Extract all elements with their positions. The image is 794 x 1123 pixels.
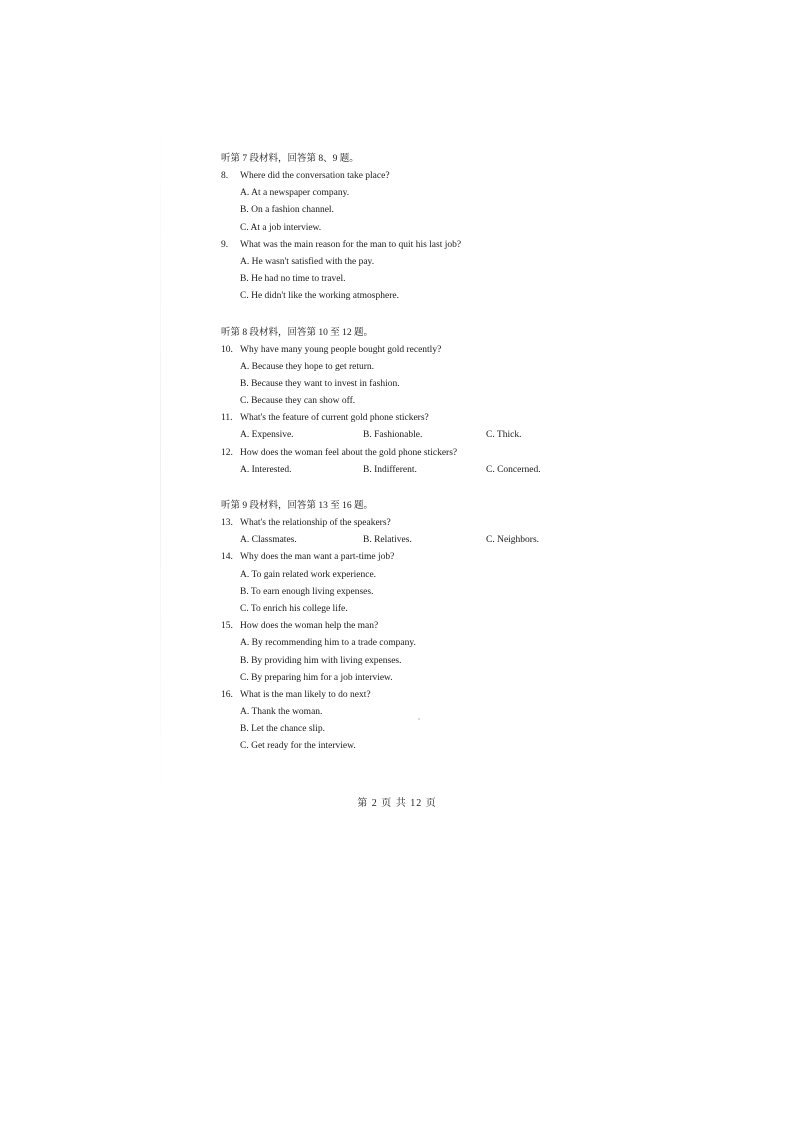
question-number: 9. [221, 239, 229, 250]
question-text: What's the feature of current gold phone stickers? [240, 413, 429, 424]
question-number: 13. [221, 518, 233, 528]
option-row [221, 532, 581, 549]
section-3 [221, 498, 581, 756]
question-text: What's the relationship of the speakers? [240, 518, 391, 528]
question-text: What was the main reason for the man to quit his last job? [240, 239, 462, 250]
question-number: 10. [221, 344, 233, 355]
section-spacer [221, 306, 581, 325]
question-text: Why have many young people bought gold recently? [240, 344, 442, 355]
answer-option: C. Thick. [486, 430, 522, 441]
section-header: 听第 8 段材料，回答第 10 至 12 题。 [221, 327, 374, 338]
answer-option: A. Interested. [240, 464, 292, 475]
answer-option: B. To earn enough living expenses. [240, 586, 374, 597]
answer-option: B. Indifferent. [363, 464, 417, 475]
question-text: How does the woman feel about the gold phone stickers? [240, 447, 458, 458]
answer-option: C. Neighbors. [486, 535, 540, 546]
option-row [221, 427, 581, 444]
answer-option: B. Let the chance slip. [240, 724, 325, 735]
scan-edge [160, 95, 161, 825]
answer-option: B. He had no time to travel. [240, 274, 346, 285]
answer-option: B. On a fashion channel. [240, 205, 334, 216]
question-number: 14. [221, 552, 233, 563]
section-header: 听第 9 段材料，回答第 13 至 16 题。 [221, 501, 374, 511]
question-number: 8. [221, 171, 229, 181]
answer-option: C. Concerned. [486, 464, 541, 475]
question-number: 12. [221, 447, 233, 458]
answer-option: C. To enrich his college life. [240, 603, 348, 614]
answer-option: C. By preparing him for a job interview. [240, 672, 393, 683]
answer-option: B. Relatives. [363, 535, 412, 546]
answer-option: B. Fashionable. [363, 430, 423, 441]
answer-option: C. Get ready for the interview. [240, 741, 356, 752]
question-14 [221, 549, 581, 566]
question-text: What is the man likely to do next? [240, 689, 371, 700]
answer-option: A. Classmates. [240, 535, 297, 546]
question-text: Where did the conversation take place? [240, 171, 390, 181]
question-13 [221, 515, 581, 532]
answer-option: C. He didn't like the working atmosphere. [240, 291, 399, 302]
question-text: How does the woman help the man? [240, 621, 379, 632]
question-number: 16. [221, 689, 233, 700]
question-list [221, 151, 581, 756]
section-2 [221, 325, 581, 480]
section-spacer [221, 479, 581, 498]
answer-option: B. Because they want to invest in fashion. [240, 378, 400, 389]
answer-option: A. He wasn't satisfied with the pay. [240, 256, 375, 267]
question-16 [221, 687, 581, 704]
answer-option: A. Thank the woman. [240, 707, 323, 718]
page-footer: 第 2 页 共 12 页 [357, 798, 437, 809]
option-row [221, 462, 581, 479]
answer-option: C. At a job interview. [240, 222, 322, 233]
question-number: 11. [221, 413, 233, 424]
section-header: 听第 7 段材料，回答第 8、9 题。 [221, 154, 359, 164]
question-15 [221, 618, 581, 635]
question-number: 15. [221, 621, 233, 632]
section-1 [221, 151, 581, 306]
answer-option: A. At a newspaper company. [240, 188, 350, 199]
question-11 [221, 410, 581, 427]
answer-option: A. Expensive. [240, 430, 294, 441]
question-9 [221, 237, 581, 254]
question-10 [221, 342, 581, 359]
answer-option: A. By recommending him to a trade company. [240, 638, 416, 649]
answer-option: B. By providing him with living expenses. [240, 655, 402, 666]
question-8 [221, 168, 581, 185]
answer-option: C. Because they can show off. [240, 396, 356, 407]
answer-option: A. Because they hope to get return. [240, 361, 375, 372]
question-text: Why does the man want a part-time job? [240, 552, 395, 563]
question-12 [221, 445, 581, 462]
answer-option: A. To gain related work experience. [240, 569, 377, 580]
